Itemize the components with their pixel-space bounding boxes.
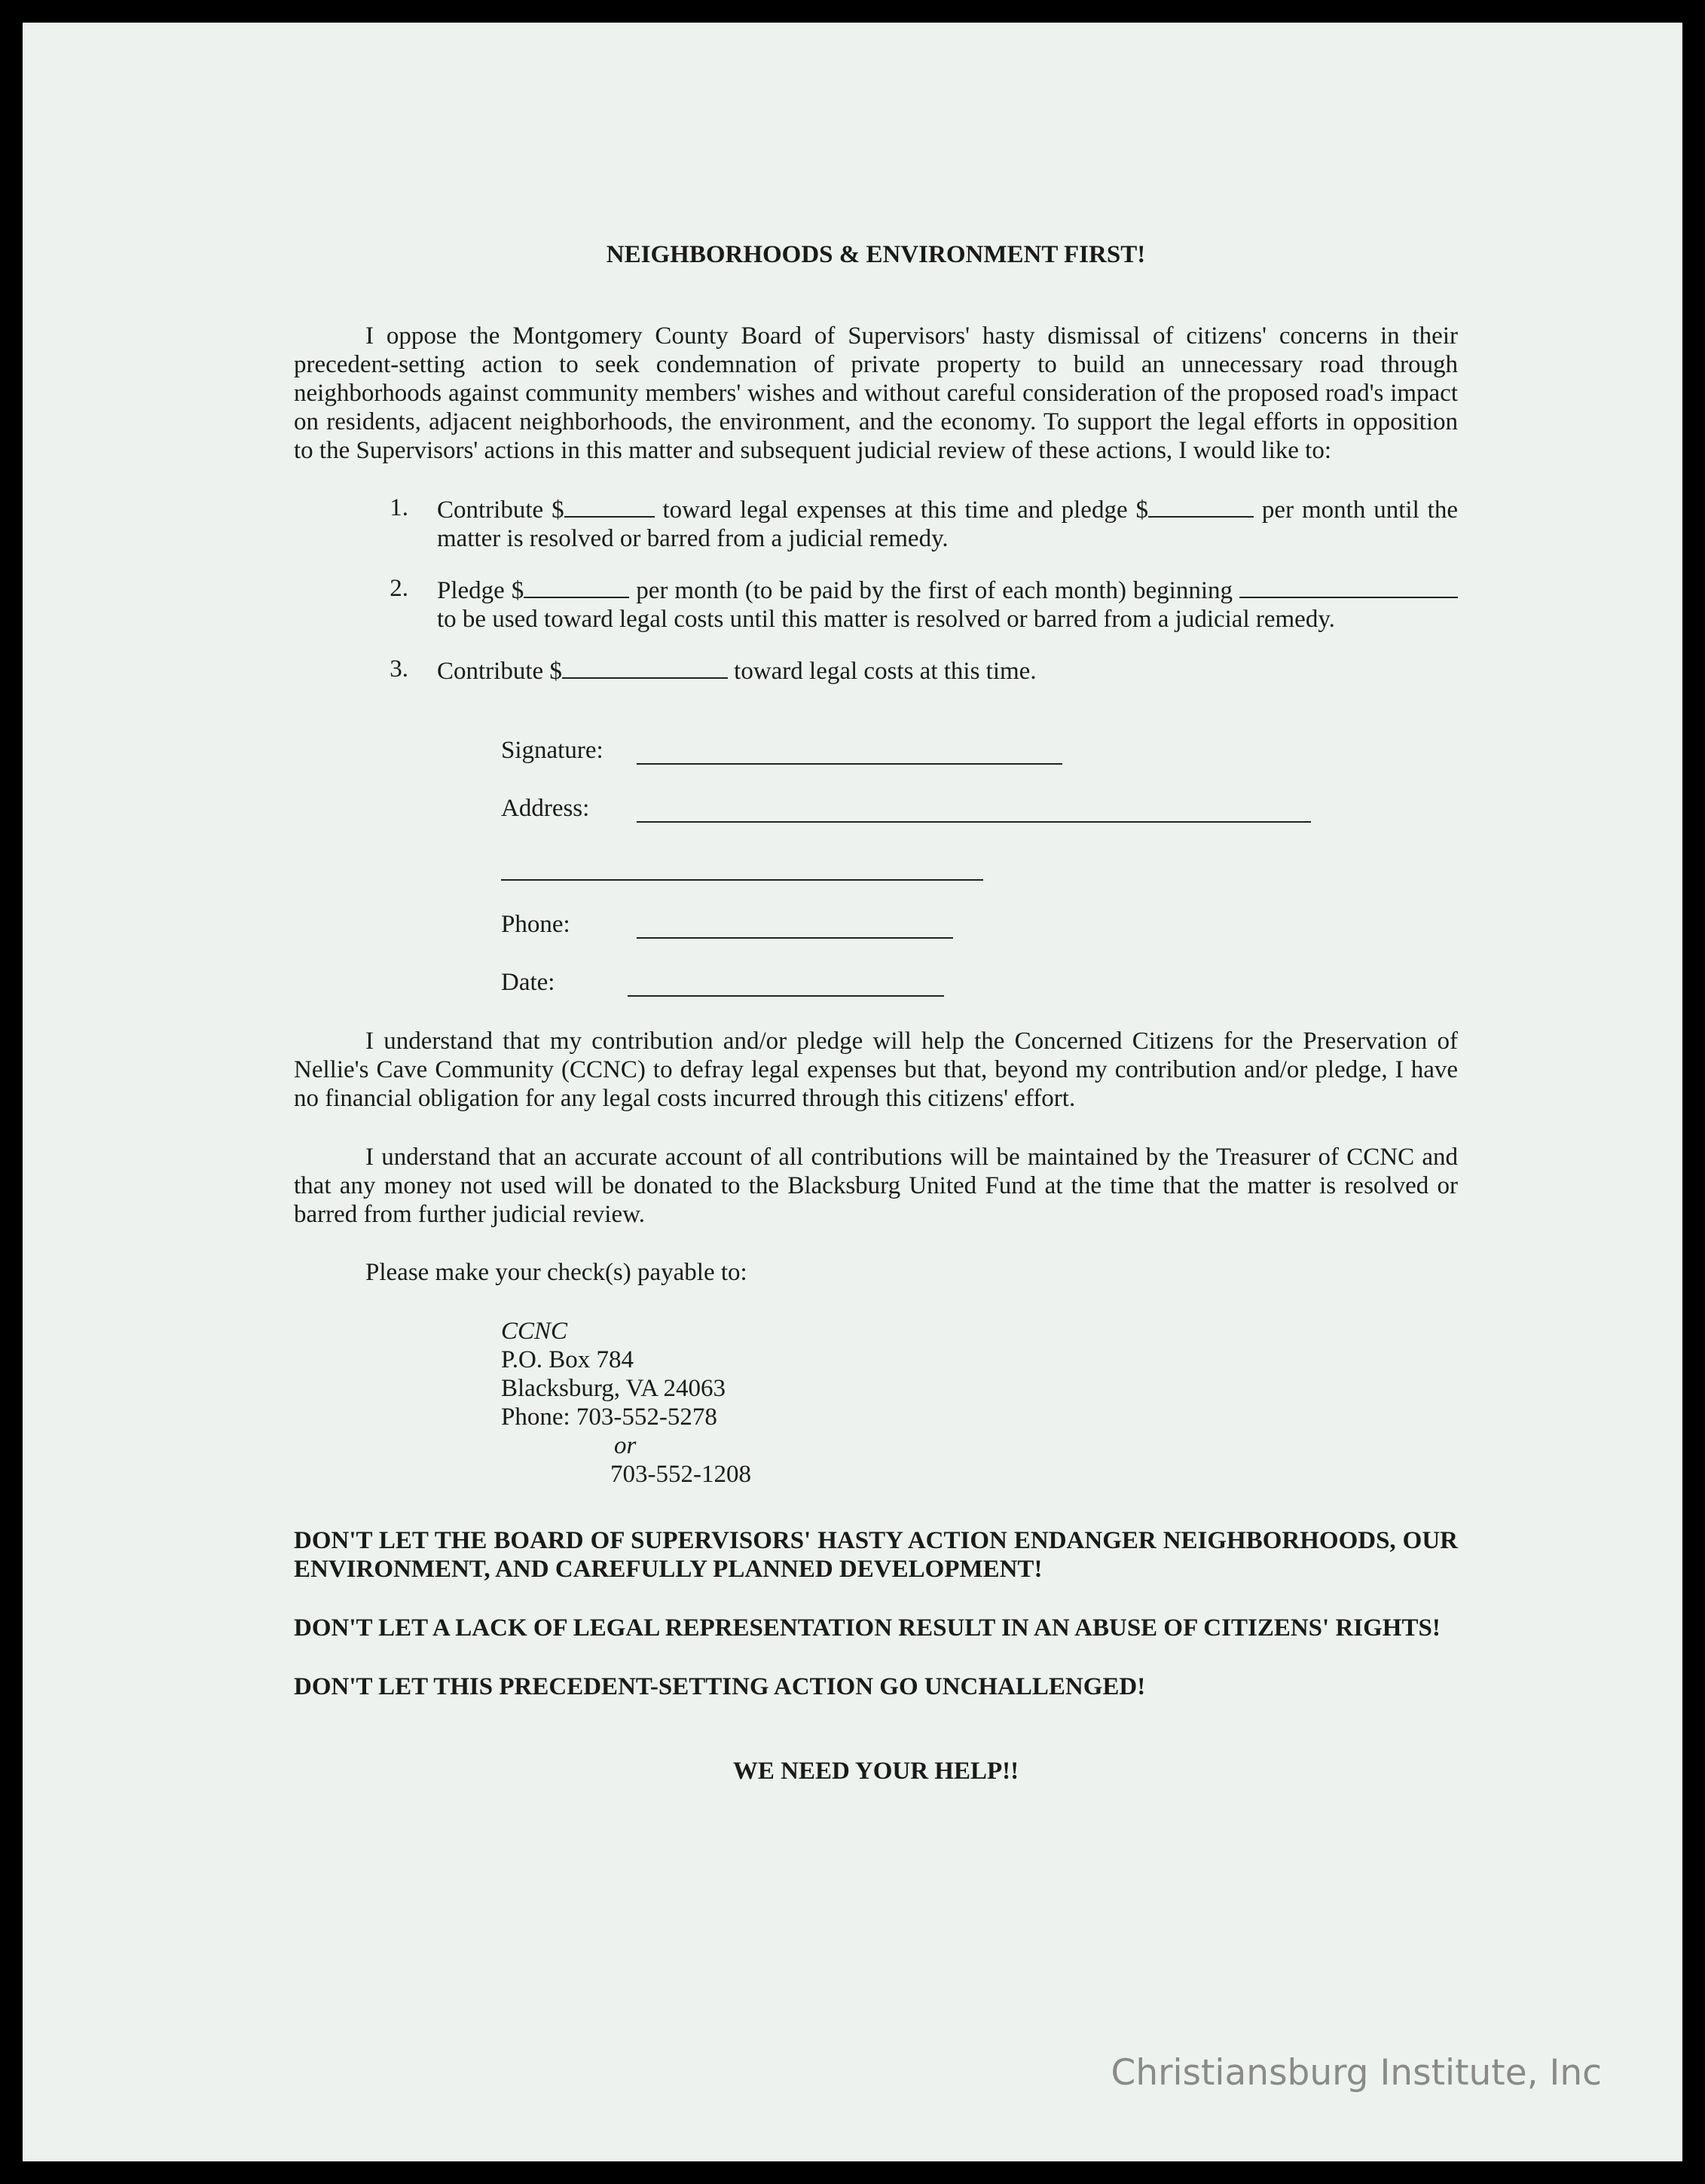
address-box: P.O. Box 784 [501,1346,634,1373]
address-or: or [614,1432,637,1459]
payable-instruction: Please make your check(s) payable to: [365,1259,747,1286]
mailing-address [501,1317,1458,1489]
monthly-pledge-blank[interactable] [1148,493,1254,518]
address-line-1[interactable] [637,797,1311,823]
contribution-amount-blank[interactable] [564,493,655,518]
call-to-action-2: DON'T LET A LACK OF LEGAL REPRESENTATION RESULT IN AN ABUSE OF CITIZENS' RIGHTS! [294,1614,1441,1642]
address-line-2[interactable] [501,855,983,881]
help-heading: WE NEED YOUR HELP!! [732,1758,1019,1785]
watermark: Christiansburg Institute, Inc [1111,2052,1602,2094]
date-label: Date: [501,969,555,996]
item-number: 2. [390,575,408,602]
document-body [294,241,1458,1785]
paper-sheet [23,23,1682,2161]
item-text-part: to be used toward legal costs until this matter is resolved or barred from a judicial remedy. [437,606,1335,633]
item-text-part: Contribute $ [437,658,562,685]
phone-row [501,881,1458,939]
start-date-blank[interactable] [1239,574,1458,598]
address-phone-alt: 703-552-1208 [610,1461,751,1488]
address-phone: Phone: 703-552-5278 [501,1404,717,1431]
item-text-part: Pledge $ [437,577,524,604]
one-time-contribution-blank[interactable] [562,655,728,679]
item-text-part: toward legal costs at this time. [727,658,1037,685]
item-number: 1. [390,494,408,521]
understanding-paragraph-1: I understand that my contribution and/or pledge will help the Concerned Citizens for the Preservation of Nellie's Cave Community (CCNC) to defray legal expenses but that, beyond my contribution and/or pledge, I have no financial obligation for any legal costs incurred through this citizens' effort. [294,1028,1458,1112]
item-text-part: per month until the matter is resolved or barred from a judicial remedy. [437,496,1458,552]
item-number: 3. [390,655,408,683]
item-text-part: Contribute $ [437,496,564,524]
document-title: NEIGHBORHOODS & ENVIRONMENT FIRST! [606,241,1146,268]
pledge-amount-blank[interactable] [524,574,629,598]
signature-row [501,707,1458,765]
call-to-action-3: DON'T LET THIS PRECEDENT-SETTING ACTION GO UNCHALLENGED! [294,1673,1146,1700]
address-row [501,765,1458,823]
date-line[interactable] [628,971,944,997]
contact-form [501,707,1458,997]
address-label: Address: [501,795,590,822]
phone-label: Phone: [501,911,570,938]
item-text-part: per month (to be paid by the first of each month) beginning [629,577,1239,604]
address-org: CCNC [501,1318,568,1345]
pledge-option-1 [294,493,1458,553]
signature-label: Signature: [501,737,603,764]
pledge-option-2 [294,574,1458,634]
address-city: Blacksburg, VA 24063 [501,1375,726,1402]
item-text-part: toward legal expenses at this time and pledge $ [654,496,1149,524]
intro-paragraph: I oppose the Montgomery County Board of Supervisors' hasty dismissal of citizens' concerns in their precedent-setting action to seek condemnation of private property to build an unnecessary road through neighborhoods against community members' wishes and without careful consideration of the proposed road's impact on residents, adjacent neighborhoods, the environment, and the economy. To support the legal efforts in opposition to the Supervisors' actions in this matter and subsequent judicial review of these actions, I would like to: [294,322,1458,464]
signature-line[interactable] [637,739,1062,765]
pledge-option-3 [294,655,1458,686]
call-to-action-1: DON'T LET THE BOARD OF SUPERVISORS' HASTY ACTION ENDANGER NEIGHBORHOODS, OUR ENVIRONMENT, AND CAREFULLY PLANNED DEVELOPMENT! [294,1527,1458,1583]
understanding-paragraph-2: I understand that an accurate account of all contributions will be maintained by the Treasurer of CCNC and that any money not used will be donated to the Blacksburg United Fund at the time that the matter is resolved or barred from further judicial review. [294,1144,1458,1228]
address-row-2 [501,823,1458,881]
date-row [501,939,1458,997]
pledge-options-list [294,493,1458,686]
phone-line[interactable] [637,913,953,939]
